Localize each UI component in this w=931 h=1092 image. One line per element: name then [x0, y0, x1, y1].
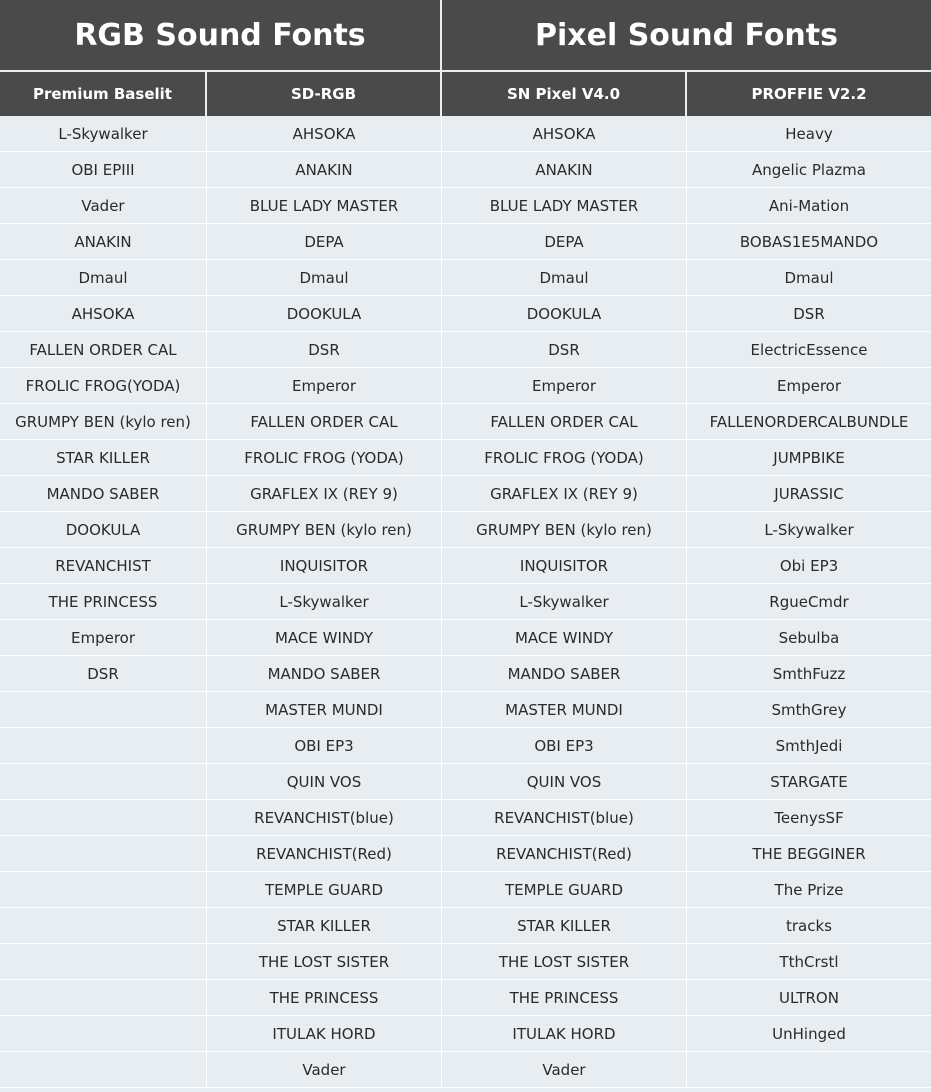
- table-cell: ANAKIN: [0, 224, 207, 259]
- table-cell: BLUE LADY MASTER: [207, 188, 442, 223]
- table-cell: [0, 1052, 207, 1087]
- table-cell: THE LOST SISTER: [207, 944, 442, 979]
- table-cell: UnHinged: [772, 1024, 846, 1043]
- table-body: [0, 116, 931, 1088]
- table-cell: FALLEN ORDER CAL: [207, 404, 442, 439]
- table-cell: L-Skywalker: [442, 584, 687, 619]
- table-cell: REVANCHIST(Red): [442, 836, 687, 871]
- table-cell: Vader: [0, 188, 207, 223]
- table-cell: MANDO SABER: [442, 656, 687, 691]
- table-cell: REVANCHIST: [0, 548, 207, 583]
- group-title-pixel: Pixel Sound Fonts: [535, 17, 838, 53]
- table-cell: DSR: [442, 332, 687, 367]
- table-cell: GRUMPY BEN (kylo ren): [0, 404, 207, 439]
- table-row: [0, 476, 931, 512]
- table-cell: [0, 908, 207, 943]
- table-cell: REVANCHIST(blue): [207, 800, 442, 835]
- table-cell: Emperor: [0, 620, 207, 655]
- table-row: [0, 980, 931, 1016]
- table-cell: Dmaul: [442, 260, 687, 295]
- column-header-proffie: PROFFIE V2.2: [751, 85, 867, 103]
- table-row: [0, 692, 931, 728]
- table-cell: THE BEGGINER: [752, 844, 866, 863]
- table-cell: DEPA: [207, 224, 442, 259]
- table-cell: GRAFLEX IX (REY 9): [207, 476, 442, 511]
- table-cell: JURASSIC: [774, 484, 844, 503]
- table-row: [0, 116, 931, 152]
- table-cell: QUIN VOS: [207, 764, 442, 799]
- table-cell: AHSOKA: [0, 296, 207, 331]
- table-row: [0, 332, 931, 368]
- table-cell: Angelic Plazma: [752, 160, 866, 179]
- table-cell: FALLENORDERCALBUNDLE: [709, 412, 909, 431]
- table-row: [0, 260, 931, 296]
- table-cell: STAR KILLER: [0, 440, 207, 475]
- table-cell: QUIN VOS: [442, 764, 687, 799]
- table-cell: TeenysSF: [774, 808, 844, 827]
- table-row: [0, 368, 931, 404]
- table-cell: Vader: [207, 1052, 442, 1087]
- table-cell: Sebulba: [778, 628, 840, 647]
- table-row: [0, 404, 931, 440]
- table-row: [0, 872, 931, 908]
- table-cell: FROLIC FROG(YODA): [0, 368, 207, 403]
- table-cell: OBI EP3: [442, 728, 687, 763]
- table-cell: [0, 728, 207, 763]
- table-cell: THE PRINCESS: [0, 584, 207, 619]
- table-cell: MASTER MUNDI: [442, 692, 687, 727]
- table-row: [0, 1052, 931, 1088]
- table-row: [0, 908, 931, 944]
- table-row: [0, 944, 931, 980]
- table-cell: ElectricEssence: [750, 340, 868, 359]
- table-row: [0, 584, 931, 620]
- table-cell: TEMPLE GUARD: [207, 872, 442, 907]
- column-header-row: [0, 70, 931, 116]
- table-cell: DOOKULA: [207, 296, 442, 331]
- table-cell: ITULAK HORD: [207, 1016, 442, 1051]
- table-cell: FROLIC FROG (YODA): [442, 440, 687, 475]
- table-cell: THE LOST SISTER: [442, 944, 687, 979]
- table-cell: STARGATE: [770, 772, 848, 791]
- table-cell: tracks: [786, 916, 832, 935]
- table-cell: L-Skywalker: [207, 584, 442, 619]
- table-cell: Dmaul: [207, 260, 442, 295]
- table-cell: Obi EP3: [779, 556, 839, 575]
- table-cell: ITULAK HORD: [442, 1016, 687, 1051]
- table-cell: Dmaul: [0, 260, 207, 295]
- table-cell: Heavy: [785, 124, 833, 143]
- table-row: [0, 548, 931, 584]
- table-cell: Ani-Mation: [768, 196, 850, 215]
- table-cell: BLUE LADY MASTER: [442, 188, 687, 223]
- table-row: [0, 764, 931, 800]
- table-cell: DOOKULA: [0, 512, 207, 547]
- table-cell: L-Skywalker: [764, 520, 854, 539]
- table-row: [0, 296, 931, 332]
- table-row: [0, 620, 931, 656]
- table-cell: INQUISITOR: [442, 548, 687, 583]
- table-cell: TEMPLE GUARD: [442, 872, 687, 907]
- table-cell: BOBAS1E5MANDO: [739, 232, 879, 251]
- table-cell: MACE WINDY: [207, 620, 442, 655]
- table-row: [0, 440, 931, 476]
- table-cell: SmthGrey: [771, 700, 847, 719]
- table-cell: DSR: [0, 656, 207, 691]
- table-cell: FROLIC FROG (YODA): [207, 440, 442, 475]
- table-cell: [0, 872, 207, 907]
- table-cell: Emperor: [442, 368, 687, 403]
- table-cell: Emperor: [207, 368, 442, 403]
- table-cell: INQUISITOR: [207, 548, 442, 583]
- table-cell: MANDO SABER: [207, 656, 442, 691]
- table-cell: GRAFLEX IX (REY 9): [442, 476, 687, 511]
- table-row: [0, 728, 931, 764]
- table-cell: TthCrstl: [779, 952, 839, 971]
- table-cell: Emperor: [776, 376, 842, 395]
- table-cell: STAR KILLER: [442, 908, 687, 943]
- column-header-sn-pixel: SN Pixel V4.0: [442, 72, 687, 116]
- table-cell: [0, 944, 207, 979]
- table-row: [0, 512, 931, 548]
- table-cell: SmthJedi: [775, 736, 843, 755]
- table-cell: DOOKULA: [442, 296, 687, 331]
- table-cell: [0, 764, 207, 799]
- table-cell: SmthFuzz: [772, 664, 846, 683]
- table-cell: ANAKIN: [207, 152, 442, 187]
- table-cell: MASTER MUNDI: [207, 692, 442, 727]
- table-cell: REVANCHIST(blue): [442, 800, 687, 835]
- table-cell: [0, 836, 207, 871]
- table-cell: MACE WINDY: [442, 620, 687, 655]
- table-cell: L-Skywalker: [0, 116, 207, 151]
- table-cell: GRUMPY BEN (kylo ren): [207, 512, 442, 547]
- table-row: [0, 800, 931, 836]
- table-cell: GRUMPY BEN (kylo ren): [442, 512, 687, 547]
- table-cell: THE PRINCESS: [207, 980, 442, 1015]
- table-cell: [0, 692, 207, 727]
- table-cell: RgueCmdr: [769, 592, 849, 611]
- table-cell: The Prize: [774, 880, 844, 899]
- table-cell: OBI EPIII: [0, 152, 207, 187]
- table-cell: ANAKIN: [442, 152, 687, 187]
- column-header-sd-rgb: SD-RGB: [207, 72, 442, 116]
- table-row: [0, 836, 931, 872]
- table-cell: AHSOKA: [442, 116, 687, 151]
- table-cell: [0, 980, 207, 1015]
- table-cell: [0, 1016, 207, 1051]
- table-row: [0, 1016, 931, 1052]
- table-cell: ULTRON: [779, 988, 839, 1007]
- table-row: [0, 188, 931, 224]
- table-row: [0, 656, 931, 692]
- group-header-row: [0, 0, 931, 70]
- table-cell: [0, 800, 207, 835]
- table-cell: OBI EP3: [207, 728, 442, 763]
- table-cell: DEPA: [442, 224, 687, 259]
- group-title-rgb: RGB Sound Fonts: [0, 0, 442, 70]
- table-cell: Dmaul: [784, 268, 834, 287]
- table-cell: DSR: [793, 304, 825, 323]
- table-cell: FALLEN ORDER CAL: [442, 404, 687, 439]
- column-header-premium-baselit: Premium Baselit: [0, 72, 207, 116]
- table-cell: [687, 1052, 931, 1087]
- table-cell: JUMPBIKE: [773, 448, 845, 467]
- table-row: [0, 224, 931, 260]
- table-cell: AHSOKA: [207, 116, 442, 151]
- table-cell: MANDO SABER: [0, 476, 207, 511]
- table-cell: DSR: [207, 332, 442, 367]
- table-cell: THE PRINCESS: [442, 980, 687, 1015]
- table-cell: FALLEN ORDER CAL: [0, 332, 207, 367]
- table-cell: Vader: [442, 1052, 687, 1087]
- table-cell: REVANCHIST(Red): [207, 836, 442, 871]
- table-row: [0, 152, 931, 188]
- table-cell: STAR KILLER: [207, 908, 442, 943]
